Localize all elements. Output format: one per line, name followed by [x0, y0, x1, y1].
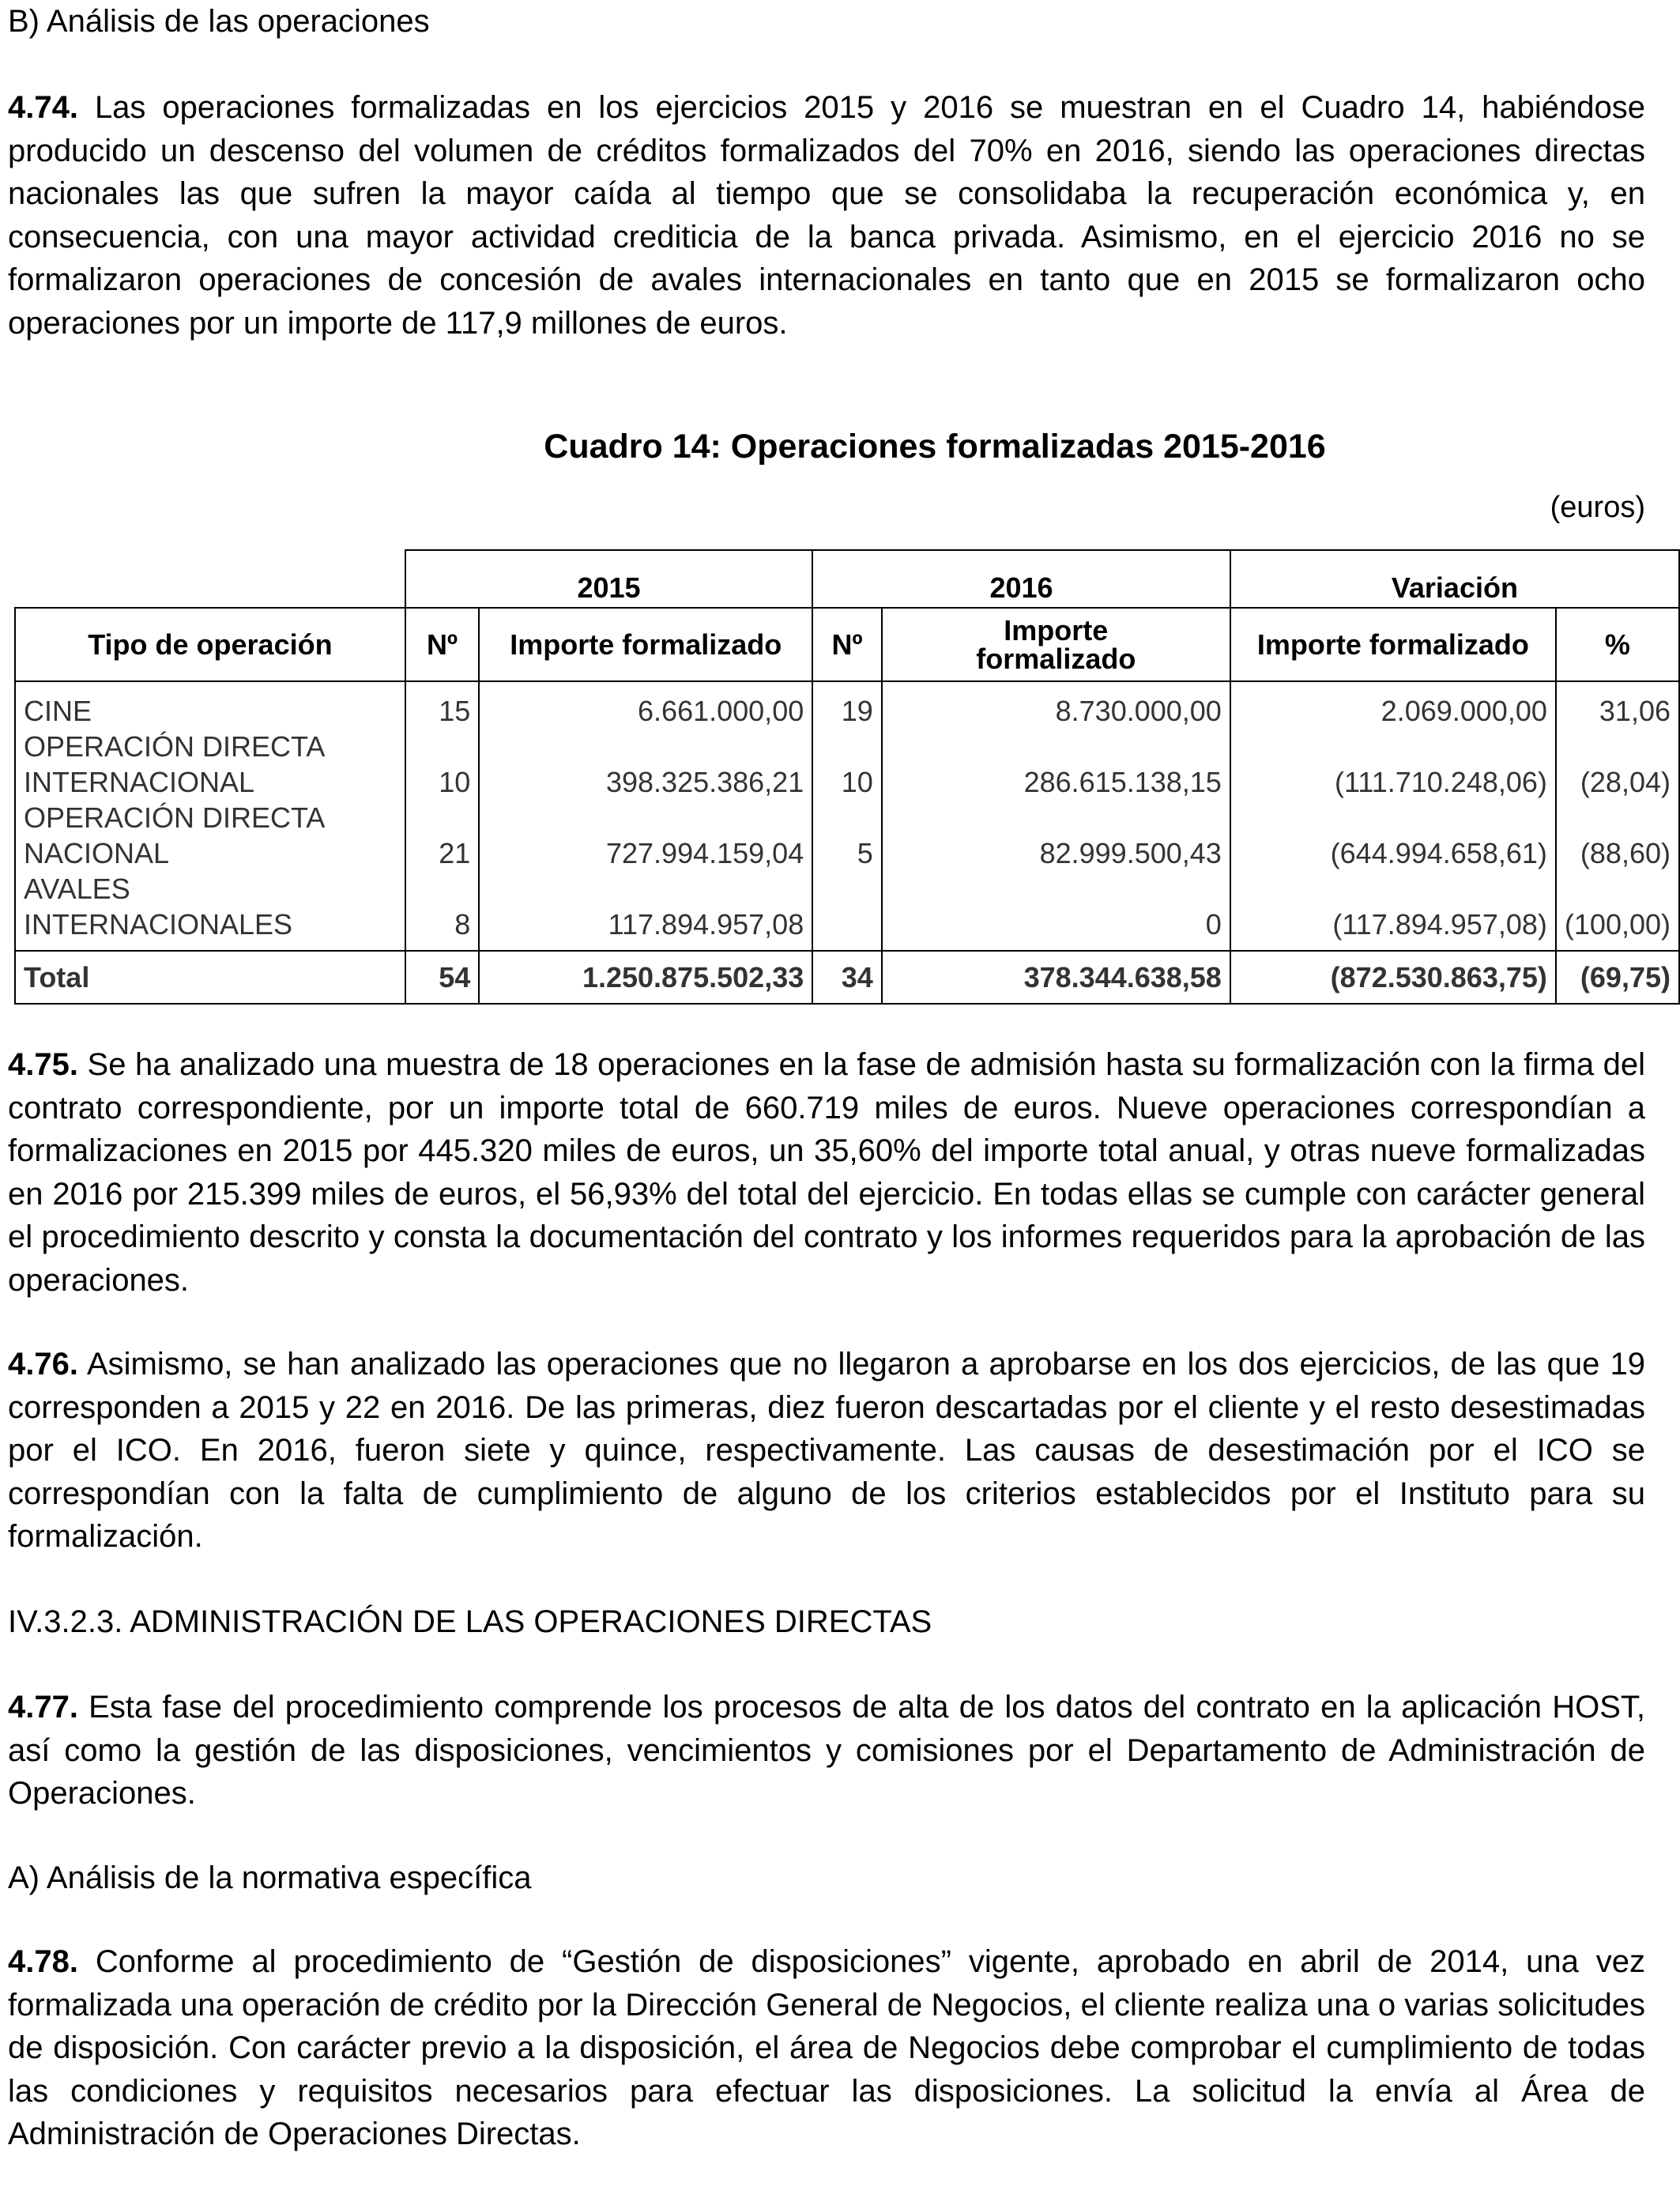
- total-importe-2015: 1.250.875.502,33: [479, 951, 812, 1004]
- row-label-line1: CINE: [24, 695, 92, 727]
- paragraph-4-78: [8, 1940, 1645, 2156]
- paragraph-number: 4.75.: [8, 1047, 78, 1082]
- cell-importe-2016: 82.999.500,43: [882, 800, 1230, 871]
- row-label-line2: INTERNACIONAL: [24, 766, 255, 798]
- cell-importe-2015: 398.325.386,21: [479, 729, 812, 800]
- total-variacion-pct: (69,75): [1556, 951, 1679, 1004]
- col-header-n-2015: Nº: [405, 608, 479, 681]
- cell-n-2016: 10: [812, 729, 882, 800]
- table-row: [15, 681, 1679, 729]
- cell-variacion-pct: (100,00): [1556, 871, 1679, 951]
- paragraph-text: Asimismo, se han analizado las operaciones que no llegaron a aprobarse en los dos ejercicios, de las que 19 corresponden a 2015 y 22 en 2016. De las primeras, diez fueron descartadas por el cliente y el resto desestimadas por el ICO. En 2016, fueron siete y quince, respectivamente. Las causas de desestimación por el ICO se correspondían con la falta de cumplimiento de alguno de los criterios establecidos por el Instituto para su formalización.: [8, 1347, 1646, 1555]
- row-label-line1: OPERACIÓN DIRECTA: [24, 801, 326, 834]
- col-header-tipo: Tipo de operación: [15, 608, 405, 681]
- row-label-line1: OPERACIÓN DIRECTA: [24, 730, 326, 763]
- cell-n-2016: 5: [812, 800, 882, 871]
- col-header-importe-2015: Importe formalizado: [479, 608, 812, 681]
- table-group-header-row: [15, 550, 1679, 608]
- paragraph-number: 4.74.: [8, 90, 78, 125]
- paragraph-4-76: [8, 1343, 1645, 1559]
- total-label: Total: [15, 951, 405, 1004]
- group-header-variacion: Variación: [1230, 550, 1679, 608]
- row-label: [15, 729, 405, 800]
- total-n-2015: 54: [405, 951, 479, 1004]
- table-row: [15, 800, 1679, 871]
- col-header-variacion-importe: Importe formalizado: [1230, 608, 1556, 681]
- paragraph-text: Se ha analizado una muestra de 18 operaciones en la fase de admisión hasta su formalización con la firma del contrato correspondiente, por un importe total de 660.719 miles de euros. Nueve operaciones correspondían a formalizaciones en 2015 por 445.320 miles de euros, un 35,60% del importe total anual, y otras nueve formalizadas en 2016 por 215.399 miles de euros, el 56,93% del total del ejercicio. En todas ellas se cumple con carácter general el procedimiento descrito y consta la documentación del contrato y los informes requeridos para la aprobación de las operaciones.: [8, 1047, 1645, 1298]
- cell-importe-2015: 117.894.957,08: [479, 871, 812, 951]
- cell-n-2015: 15: [405, 681, 479, 729]
- paragraph-number: 4.76.: [8, 1347, 78, 1382]
- total-importe-2016: 378.344.638,58: [882, 951, 1230, 1004]
- table-caption: Cuadro 14: Operaciones formalizadas 2015-2016: [544, 428, 1326, 466]
- row-label: [15, 800, 405, 871]
- section-heading-a: A) Análisis de la normativa específica: [8, 1860, 532, 1895]
- paragraph-number: 4.78.: [8, 1944, 78, 1979]
- cell-importe-2015: 727.994.159,04: [479, 800, 812, 871]
- blank-header-cell: [15, 550, 405, 608]
- cell-importe-2016: 286.615.138,15: [882, 729, 1230, 800]
- total-n-2016: 34: [812, 951, 882, 1004]
- cell-variacion-pct: (28,04): [1556, 729, 1679, 800]
- group-header-2015: 2015: [405, 550, 812, 608]
- cell-variacion-importe: (111.710.248,06): [1230, 729, 1556, 800]
- cell-variacion-importe: (117.894.957,08): [1230, 871, 1556, 951]
- table-units: (euros): [1550, 491, 1645, 524]
- cell-importe-2016: 8.730.000,00: [882, 681, 1230, 729]
- row-label: [15, 681, 405, 729]
- row-label-line2: INTERNACIONALES: [24, 908, 293, 941]
- cell-variacion-pct: 31,06: [1556, 681, 1679, 729]
- paragraph-4-77: [8, 1686, 1645, 1815]
- cell-importe-2015: 6.661.000,00: [479, 681, 812, 729]
- col-header-n-2016: Nº: [812, 608, 882, 681]
- col-header-variacion-pct: %: [1556, 608, 1679, 681]
- paragraph-4-74: [8, 86, 1645, 345]
- cell-n-2016: [812, 871, 882, 951]
- table-total-row: [15, 951, 1679, 1004]
- table-row: [15, 871, 1679, 951]
- section-heading-b: B) Análisis de las operaciones: [8, 4, 430, 39]
- operations-table: [14, 549, 1680, 1005]
- cell-n-2015: 21: [405, 800, 479, 871]
- row-label-line2: NACIONAL: [24, 837, 170, 869]
- row-label: [15, 871, 405, 951]
- paragraph-text: Conforme al procedimiento de “Gestión de disposiciones” vigente, aprobado en abril de 2014, una vez formalizada una operación de crédito por la Dirección General de Negocios, el cliente realiza una o varias solicitudes de disposición. Con carácter previo a la disposición, el área de Negocios debe comprobar el cumplimiento de todas las condiciones y requisitos necesarios para efectuar las disposiciones. La solicitud la envía al Área de Administración de Operaciones Directas.: [8, 1944, 1646, 2152]
- total-variacion-importe: (872.530.863,75): [1230, 951, 1556, 1004]
- col-header-importe-2016: Importe formalizado: [882, 608, 1230, 681]
- cell-n-2015: 10: [405, 729, 479, 800]
- cell-variacion-importe: (644.994.658,61): [1230, 800, 1556, 871]
- cell-variacion-importe: 2.069.000,00: [1230, 681, 1556, 729]
- paragraph-4-75: [8, 1043, 1645, 1302]
- cell-importe-2016: 0: [882, 871, 1230, 951]
- cell-n-2016: 19: [812, 681, 882, 729]
- cell-variacion-pct: (88,60): [1556, 800, 1679, 871]
- table-row: [15, 729, 1679, 800]
- paragraph-number: 4.77.: [8, 1690, 78, 1725]
- paragraph-text: Las operaciones formalizadas en los ejercicios 2015 y 2016 se muestran en el Cuadro 14, habiéndose producido un descenso del volumen de créditos formalizados del 70% en 2016, siendo las operaciones directas nacionales las que sufren la mayor caída al tiempo que se consolidaba la recuperación económica y, en consecuencia, con una mayor actividad crediticia de la banca privada. Asimismo, en el ejercicio 2016 no se formalizaron operaciones de concesión de avales internacionales en tanto que en 2015 se formalizaron ocho operaciones por un importe de 117,9 millones de euros.: [8, 90, 1646, 341]
- cell-n-2015: 8: [405, 871, 479, 951]
- section-heading-iv: IV.3.2.3. ADMINISTRACIÓN DE LAS OPERACIONES DIRECTAS: [8, 1604, 932, 1639]
- row-label-line1: AVALES: [24, 873, 130, 905]
- paragraph-text: Esta fase del procedimiento comprende los procesos de alta de los datos del contrato en la aplicación HOST, así como la gestión de las disposiciones, vencimientos y comisiones por el Departamento de Administración de Operaciones.: [8, 1690, 1645, 1811]
- group-header-2016: 2016: [812, 550, 1230, 608]
- table-column-header-row: [15, 608, 1679, 681]
